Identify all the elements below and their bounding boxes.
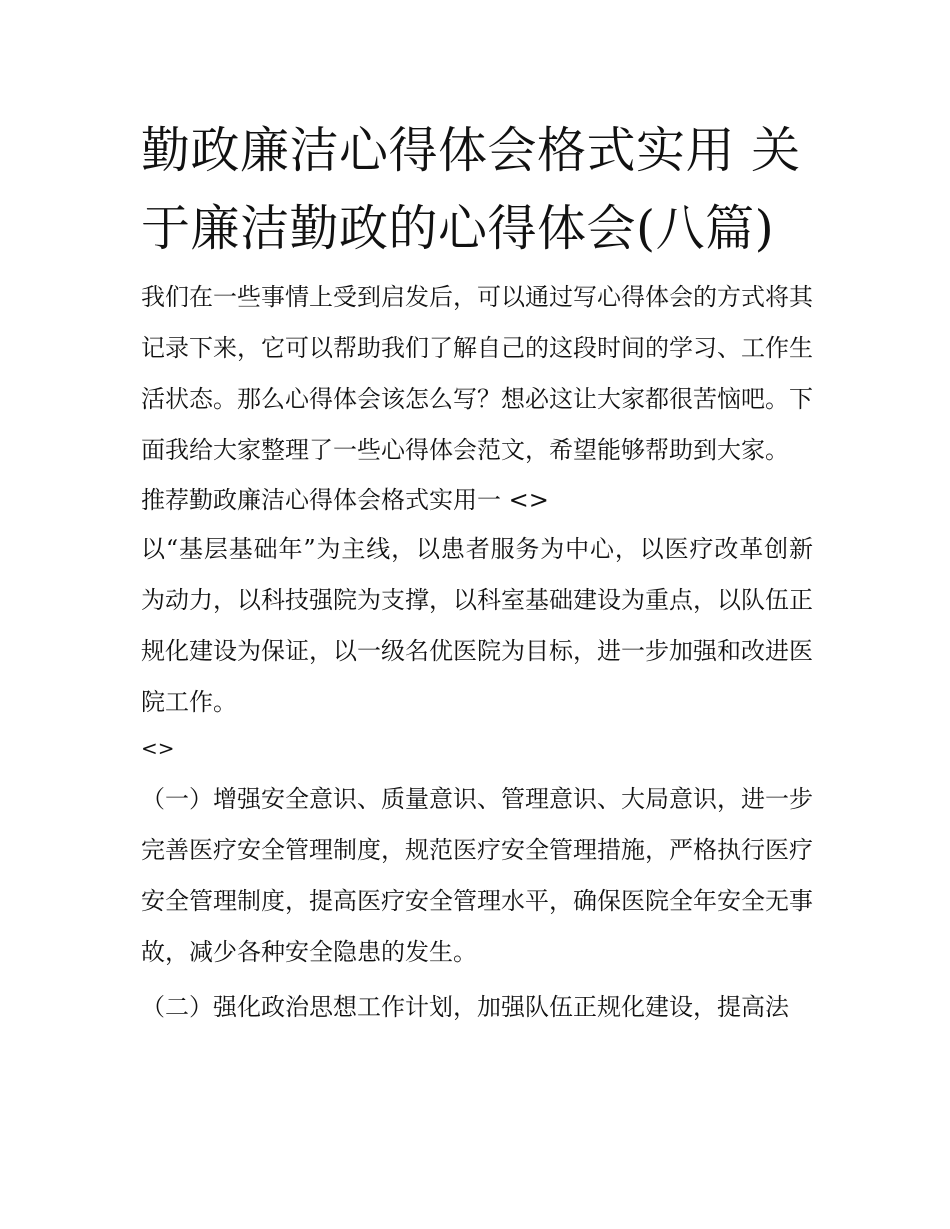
document-page xyxy=(141,112,813,1033)
list-item-1: （一）增强安全意识、质量意识、管理意识、大局意识，进一步完善医疗安全管理制度，规范医疗安全管理措施，严格执行医疗安全管理制度，提高医疗安全管理水平，确保医院全年安全无事故，减少各种安全隐患的发生。 xyxy=(141,785,813,966)
document-title: 勤政廉洁心得体会格式实用 关于廉洁勤政的心得体会(八篇) xyxy=(141,122,801,257)
section-body-paragraph: 以“基层基础年”为主线，以患者服务为中心，以医疗改革创新为动力，以科技强院为支撑，以科室基础建设为重点，以队伍正规化建设为保证，以一级名优医院为目标，进一步加强和改进医院工作。 xyxy=(141,535,813,716)
intro-paragraph: 我们在一些事情上受到启发后，可以通过写心得体会的方式将其记录下来，它可以帮助我们了解自己的这段时间的学习、工作生活状态。那么心得体会该怎么写？想必这让大家都很苦恼吧。下面我给大家整理了一些心得体会范文，希望能够帮助到大家。 xyxy=(141,283,813,464)
marker-line: <> xyxy=(141,736,175,760)
list-item-2: （二）强化政治思想工作计划，加强队伍正规化建设，提高法 xyxy=(141,993,789,1021)
section-heading: 推荐勤政廉洁心得体会格式实用一 <> xyxy=(141,486,549,514)
